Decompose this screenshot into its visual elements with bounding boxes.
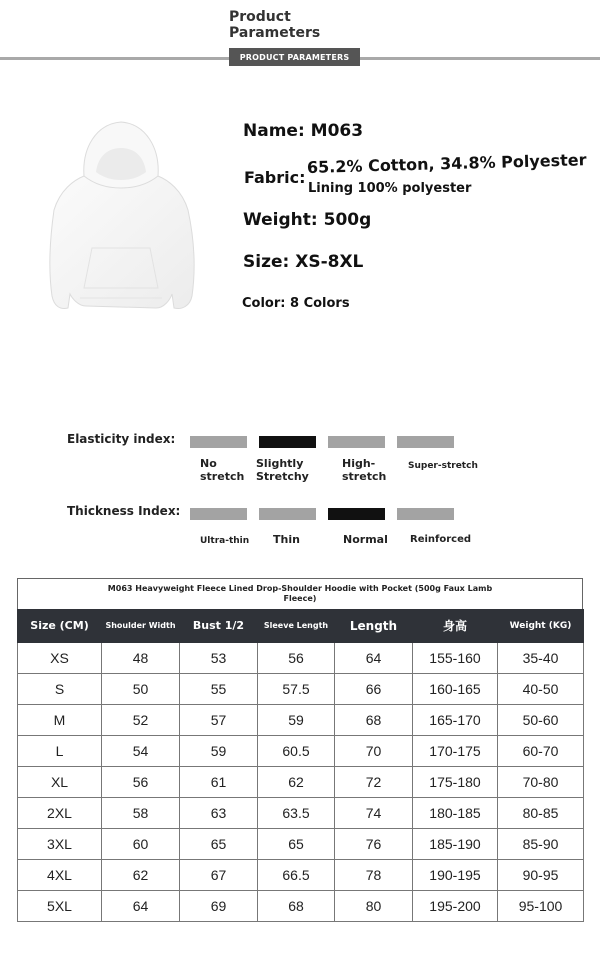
cell-bust: 69	[180, 891, 258, 922]
cell-weight: 60-70	[498, 736, 584, 767]
cell-sleeve-length: 60.5	[258, 736, 335, 767]
cell-size: 3XL	[18, 829, 102, 860]
size-chart	[17, 578, 583, 922]
cell-shoulder-width: 52	[102, 705, 180, 736]
cell-bust: 59	[180, 736, 258, 767]
cell-weight: 95-100	[498, 891, 584, 922]
section-badge: PRODUCT PARAMETERS	[229, 48, 360, 66]
cell-height: 185-190	[413, 829, 498, 860]
cell-length: 72	[335, 767, 413, 798]
table-row	[18, 736, 584, 767]
elasticity-option-super-stretch: Super-stretch	[408, 461, 478, 471]
size-table-header-row	[18, 610, 584, 643]
col-header-size: Size (CM)	[18, 610, 102, 643]
table-row	[18, 767, 584, 798]
thickness-bar-reinforced	[397, 508, 454, 520]
cell-length: 76	[335, 829, 413, 860]
table-row	[18, 705, 584, 736]
cell-bust: 67	[180, 860, 258, 891]
elasticity-bar-no-stretch	[190, 436, 247, 448]
col-header-bust: Bust 1/2	[180, 610, 258, 643]
cell-length: 66	[335, 674, 413, 705]
cell-sleeve-length: 65	[258, 829, 335, 860]
cell-bust: 53	[180, 643, 258, 674]
hoodie-image	[44, 118, 198, 318]
cell-shoulder-width: 56	[102, 767, 180, 798]
cell-size: M	[18, 705, 102, 736]
cell-size: XS	[18, 643, 102, 674]
thickness-option-reinforced: Reinforced	[410, 534, 472, 545]
cell-sleeve-length: 57.5	[258, 674, 335, 705]
product-weight: Weight: 500g	[243, 210, 372, 230]
cell-size: XL	[18, 767, 102, 798]
cell-height: 190-195	[413, 860, 498, 891]
col-header-height: 身高	[413, 610, 498, 643]
col-header-sleeve-length: Sleeve Length	[258, 610, 335, 643]
cell-height: 165-170	[413, 705, 498, 736]
elasticity-option-no-stretch: No stretch	[200, 457, 245, 483]
cell-shoulder-width: 60	[102, 829, 180, 860]
cell-bust: 63	[180, 798, 258, 829]
table-row	[18, 798, 584, 829]
elasticity-bar-slightly-stretchy	[259, 436, 316, 448]
cell-shoulder-width: 50	[102, 674, 180, 705]
lining-value: Lining 100% polyester	[308, 181, 472, 196]
elasticity-index-title: Elasticity index:	[67, 432, 176, 446]
cell-sleeve-length: 56	[258, 643, 335, 674]
cell-size: 5XL	[18, 891, 102, 922]
cell-weight: 35-40	[498, 643, 584, 674]
cell-length: 78	[335, 860, 413, 891]
thickness-option-normal: Normal	[343, 533, 388, 546]
product-colors: Color: 8 Colors	[242, 296, 350, 311]
size-chart-caption: M063 Heavyweight Fleece Lined Drop-Shoulder Hoodie with Pocket (500g Faux Lamb Fleece)	[17, 578, 583, 609]
table-row	[18, 674, 584, 705]
cell-length: 74	[335, 798, 413, 829]
elasticity-bar-high-stretch	[328, 436, 385, 448]
cell-height: 175-180	[413, 767, 498, 798]
elasticity-bar-super-stretch	[397, 436, 454, 448]
cell-length: 80	[335, 891, 413, 922]
thickness-option-ultra-thin: Ultra-thin	[200, 536, 250, 546]
cell-shoulder-width: 48	[102, 643, 180, 674]
cell-length: 68	[335, 705, 413, 736]
elasticity-option-slightly-stretchy: Slightly Stretchy	[256, 457, 309, 483]
col-header-shoulder-width: Shoulder Width	[102, 610, 180, 643]
product-name: Name: M063	[243, 121, 364, 141]
cell-size: 4XL	[18, 860, 102, 891]
cell-weight: 85-90	[498, 829, 584, 860]
cell-bust: 55	[180, 674, 258, 705]
cell-sleeve-length: 62	[258, 767, 335, 798]
thickness-bar-ultra-thin	[190, 508, 247, 520]
cell-sleeve-length: 63.5	[258, 798, 335, 829]
cell-shoulder-width: 64	[102, 891, 180, 922]
cell-sleeve-length: 59	[258, 705, 335, 736]
cell-size: S	[18, 674, 102, 705]
cell-bust: 57	[180, 705, 258, 736]
col-header-weight: Weight (KG)	[498, 610, 584, 643]
cell-weight: 80-85	[498, 798, 584, 829]
cell-bust: 61	[180, 767, 258, 798]
cell-size: 2XL	[18, 798, 102, 829]
thickness-option-thin: Thin	[273, 533, 300, 546]
cell-height: 155-160	[413, 643, 498, 674]
cell-bust: 65	[180, 829, 258, 860]
cell-height: 195-200	[413, 891, 498, 922]
cell-length: 70	[335, 736, 413, 767]
thickness-bar-thin	[259, 508, 316, 520]
fabric-label: Fabric:	[244, 168, 306, 187]
cell-height: 170-175	[413, 736, 498, 767]
table-row	[18, 860, 584, 891]
cell-sleeve-length: 66.5	[258, 860, 335, 891]
product-size-range: Size: XS-8XL	[243, 252, 364, 272]
elasticity-option-high-stretch: High- stretch	[342, 457, 387, 483]
thickness-index-title: Thickness Index:	[67, 504, 181, 518]
table-row	[18, 829, 584, 860]
cell-shoulder-width: 54	[102, 736, 180, 767]
cell-height: 160-165	[413, 674, 498, 705]
cell-size: L	[18, 736, 102, 767]
cell-sleeve-length: 68	[258, 891, 335, 922]
thickness-bar-normal	[328, 508, 385, 520]
cell-weight: 40-50	[498, 674, 584, 705]
cell-height: 180-185	[413, 798, 498, 829]
page-title: Product Parameters	[229, 9, 321, 41]
col-header-length: Length	[335, 610, 413, 643]
cell-shoulder-width: 58	[102, 798, 180, 829]
table-row	[18, 891, 584, 922]
cell-shoulder-width: 62	[102, 860, 180, 891]
cell-length: 64	[335, 643, 413, 674]
cell-weight: 90-95	[498, 860, 584, 891]
size-table	[17, 609, 584, 922]
cell-weight: 50-60	[498, 705, 584, 736]
fabric-value: 65.2% Cotton, 34.8% Polyester	[306, 150, 587, 177]
cell-weight: 70-80	[498, 767, 584, 798]
table-row	[18, 643, 584, 674]
